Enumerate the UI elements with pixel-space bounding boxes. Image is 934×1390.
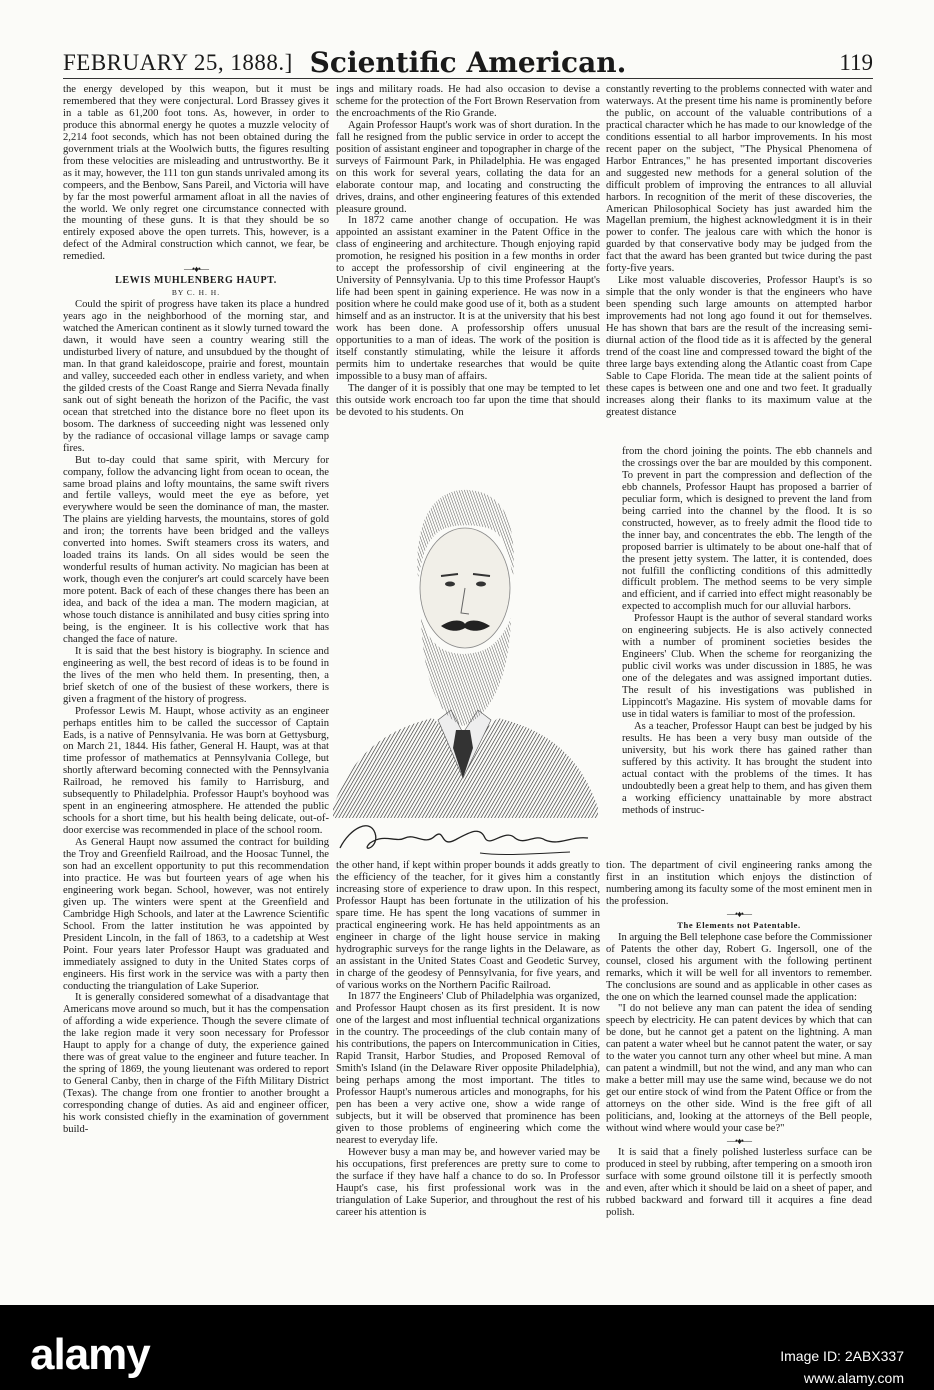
masthead-title: Scientific American.: [309, 46, 627, 79]
paragraph: from the chord joining the points. The ebb channels and the crossings over the bar are moulded by this component. To prevent in part the compression and deflection of the ebb channels, Professor Haupt has proposed a barrier of peculiar form, which is designed to prevent the land from being carried into the channel by the flood. It is so constructed, however, as to freely admit the flood tide to the inner bay, and concentrates the ebb. The length of the proposed barrier is ultimately to be about one-half that of the present jetty system. The latter, it is contended, does not fulfill the conflicting conditions of this admittedly difficult problem. The method seems to be very simple and efficient, and if carried into effect might reasonably be expected to accomplish much for our alluvial harbors.: [622, 446, 872, 613]
paragraph: tion. The department of civil engineering ranks among the first in an institution which enjoys the distinction of numbering among its faculty some of the most eminent men in the profession.: [606, 860, 872, 907]
column-2-top: [336, 84, 600, 446]
paragraph: "I do not believe any man can patent the idea of sending speech by electricity. He can patent devices by which that can be done, but he cannot get a patent on the lightning. A man can patent a water wheel but he cannot patent the water, or say to the water you cannot turn any other wheel but mine. A man can patent a windmill, but not the wind, and any man who can make a better mill may use the same wind, because we do not get our entire stock of wind from the Patent Office or from the attorneys on the other side. Wind is the free gift of all politicians, and, looking at the attorneys of the Bell people, without wind where would your case be?": [606, 1003, 872, 1135]
issue-date: FEBRUARY 25, 1888.]: [63, 50, 293, 75]
stock-url: www.alamy.com: [803, 1370, 904, 1386]
paragraph: It is said that the best history is biography. In science and engineering as well, the best record of ideas is to be found in the lives of the men who held them. In presenting, then, a brief sketch of one of the busiest of these workers, there is given a fragment of the history of progress.: [63, 645, 329, 705]
paragraph: the other hand, if kept within proper bounds it adds greatly to the efficiency of the teacher, for it gives him a constantly increasing store of experience to draw upon. In this respect, Professor Haupt has been fortunate in the utilization of his spare time. He has spent the long vacations of summer in practical engineering work. He has held appointments as an engineer in charge of the light house service in making hydrographic surveys for the range lights in the Delaware, as an assistant in the United States Coast and Geodetic Survey, in charge of the geodesy of Pennsylvania, for five years, and of various works on the Northern Pacific Railroad.: [336, 860, 600, 991]
image-id: Image ID: 2ABX337: [780, 1348, 904, 1364]
paragraph: It is generally considered somewhat of a disadvantage that Americans move around so much, but it has the compensation of affording a wide experience. Though the severe climate of the lake region made it very soon necessary for Professor Haupt to apply for a change of duty, the experience gained there was of great value to the engineer and future teacher. In the spring of 1869, the young lieutenant was ordered to report to General Canby, then in charge of the Fifth Military District (Texas). The change from one frontier to another brought a corresponding change of duties. As aid and engineer officer, his work consisted chiefly in the examination of government build-: [63, 992, 329, 1135]
ornament-divider: —•♦•—: [727, 1135, 751, 1146]
paragraph: As General Haupt now assumed the contract for building the Troy and Greenfield Railroad, and the Hoosac Tunnel, the son had an excellent opportunity to put this recommendation into practice. He was but fourteen years of age when his engineering work began. School, however, was not entirely given up. The winters were spent at the Greenfield and Cambridge High Schools, and later at the Lawrence Scientific School. From the latter institution he was appointed by President Lincoln, in the fall of 1863, to a cadetship at West Point. Four years later Professor Haupt was graduated and immediately assigned to duty in the United States corps of engineers. His first work in the service was with a party then conducting the triangulation of Lake Superior.: [63, 837, 329, 992]
paragraph: constantly reverting to the problems connected with water and waterways. At the present time his name is prominently before the public, on account of the valuable contributions of a practical character which he has made to our knowledge of the conditions essential to all harbor improvements. In his most recent paper on the subject, "The Physical Phenomena of Harbor Entrances," he has presented important discoveries and suggested new methods for a general solution of the difficult problem of improving the entrances to all alluvial harbors. In recognition of the merit of these discoveries, the American Philosophical Society has just awarded him the Magellan premium, the highest acknowledgment it is in their power to confer. The jealous care with which the honor is guarded by that conservative body may be judged from the fact that the award has been granted but twice during the past forty-five years.: [606, 84, 872, 275]
paragraph: Professor Lewis M. Haupt, whose activity as an engineer perhaps entitles him to be called the successor of Captain Eads, is a native of Pennsylvania. He was born at Gettysburg, on March 21, 1844. His father, General H. Haupt, was at that time professor of mathematics at Pennsylvania College, but shortly afterward becoming connected with the Pennsylvania Railroad, he removed his family to Harrisburg, and subsequently to Philadelphia. Professor Haupt's boyhood was spent in an engineering atmosphere. He attended the public schools for a short time, but his health being delicate, out-of-door exercise was recommended in place of the school room.: [63, 705, 329, 837]
paragraph: But to-day could that same spirit, with Mercury for company, follow the advancing light from ocean to ocean, the same broad plains and lofty mountains, the same swift rivers and fertile valleys, would meet the eye as before, yet everywhere would be seen the dominance of man, the master. The plains are yielding harvests, the mountains, stores of gold and iron; the torrents have been bridged and the valleys converted into homes. Swift steamers cross its waters, and loaded trains its lands. On all sides would be seen the wonderful results of human activity. No magician has been at work, though even the conjurer's art could scarcely have been more potent. Back of each of these changes there has been an idea, and back of the idea a man. The modern magician, at whose touch distance is annihilated and busy cities spring into being, is the engineer. It is his collective work that has changed the face of nature.: [63, 454, 329, 645]
column-3-bottom: [606, 860, 872, 1272]
column-1: [63, 84, 329, 1274]
article-heading: LEWIS MUHLENBERG HAUPT.: [115, 275, 277, 287]
paragraph: In 1877 the Engineers' Club of Philadelphia was organized, and Professor Haupt chosen as its first president. It is now one of the largest and most influential technical organizations in the country. The proceedings of the club contain many of his contributions, the papers on Intercommunication in Cities, Rapid Transit, Harbor Studies, and Proposed Removal of Smith's Island (in the Delaware River opposite Philadelphia), being perhaps among the most important. The titles to Professor Haupt's numerous articles and monographs, for his pen has been a very active one, show a wide range of subjects, but it will be observed that prominence has been given to those problems of engineering which come the nearest to everyday life.: [336, 991, 600, 1146]
paragraph: It is said that a finely polished lusterless surface can be produced in steel by rubbing, after tempering on a smooth iron surface with some ground oilstone till it is perfectly smooth and even, after which it should be laid on a sheet of paper, and rubbed backward and forward till it acquires a fine dead polish.: [606, 1146, 872, 1218]
page-number: 119: [839, 50, 873, 75]
left-eye: [445, 582, 455, 587]
paragraph: In arguing the Bell telephone case before the Commissioner of Patents the other day, Robert G. Ingersoll, one of the counsel, closed his argument with the following pertinent remarks, which it will be well for all inventors to remember. The conclusions are sound and as applicable in other cases as the one on which the learned counsel made the application:: [606, 931, 872, 1003]
paragraph: ings and military roads. He had also occasion to devise a scheme for the protection of the Fort Brown Reservation from the encroachments of the Rio Grande.: [336, 84, 600, 119]
column-2-bottom: [336, 860, 600, 1272]
paragraph: As a teacher, Professor Haupt can best be judged by his results. He has been a very busy man outside of the university, but his work there has gained rather than suffered by this activity. It has brought the student into actual contact with the problems of the times. It has undoubtedly been a great help to them, and has given them a working efficiency unattainable by more abstract methods of instruc-: [622, 720, 872, 816]
portrait-engraving: [313, 448, 616, 860]
stock-logo: alamy: [30, 1330, 150, 1379]
paragraph: In 1872 came another change of occupation. He was appointed an assistant examiner in the Patent Office in the class of engineering and architecture. Though enjoying rapid promotion, he resigned his position in a few months in order to accept the professorship of civil engineering at the University of Pennsylvania. Up to this time Professor Haupt's life had been spent in gaining experience. He was now in a position where he could make good use of it, both as a student himself and as an instructor. It is at the university that his best work has been done. A professorship offers unusual opportunities to a man of ideas. The work of the position is itself constantly stimulating, while the leisure it affords permits him to undertake researches that would be quite impossible to a busy man of affairs.: [336, 215, 600, 382]
paragraph: Like most valuable discoveries, Professor Haupt's is so simple that the only wonder is that the engineers who have been spending such large amounts on attempted harbor improvements had not long ago found it out for themselves. He has shown that bars are the result of the increasing semi-diurnal action of the flood tide as it is affected by the general trend of the coast line and compressed toward the bight of the three large bays extending along the Atlantic coast from Cape Sable to Cape Florida. The mean tide at the salient points of these capes is between one and one and two feet. It gradually increases along their flanks to its maximum value at the greatest distance: [606, 275, 872, 418]
paragraph: Could the spirit of progress have taken its place a hundred years ago in the neighborhood of the morning star, and watched the American continent as it slowly turned toward the dawn, it would have seen a country wearing still the undisturbed livery of nature, and unsubdued by the thought of man. In that grand kaleidoscope, prairie and forest, mountain and valley, succeeded each other in endless variety, and when the gilded crests of the Coast Range and Sierra Nevada finally sank out of sight beneath the horizon of the Pacific, the vast ocean that stretched into the distance bore no fleet upon its bosom. The darkness of succeeding night was lessened only by the radiance of occasional village lamps or savage camp fires.: [63, 299, 329, 454]
paragraph: Again Professor Haupt's work was of short duration. In the fall he resigned from the public service in order to accept the position of assistant engineer and topographer in charge of the surveys of Fairmount Park, in Philadelphia. He was engaged on this work for several years, collating the data for an elaborate contour map, and locating and constructing the drives, drains, and other engineering features of this extended pleasure ground.: [336, 119, 600, 215]
paragraph: The danger of it is possibly that one may be tempted to let this outside work encroach too far upon the time that should be devoted to his students. On: [336, 382, 600, 418]
paragraph: the energy developed by this weapon, but it must be remembered that they were conjectural. Lord Brassey gives it in a table as 61,200 foot tons. As, however, in order to produce this abnormal energy he quotes a muzzle velocity of 2,214 foot seconds, which has not been obtained during the government trials at the Woolwich butts, the figures resulting from these velocities are misleading and untrustworthy. Be it as it may, however, the 111 ton gun stands unrivaled among its compeers, and the Benbow, Sans Pareil, and Victoria will have by far the most powerful armament afloat in all the navies of the world. We only regret one circumstance connected with the mounting of these guns. It is that they should be so entirely exposed above the open turrets. This, however, is a defect of the Admiral construction which cannot, we fear, be remedied.: [63, 84, 329, 263]
ornament-divider: —•♦•—: [727, 908, 751, 919]
svg-text:Lewis M Haupt: Lewis M Haupt: [461, 822, 469, 823]
article-byline: BY C. H. H.: [171, 288, 221, 298]
right-eye: [476, 582, 486, 587]
paragraph: However busy a man may be, and however varied may be his occupations, first preferences are pretty sure to come to the surface if they have half a chance to do so. In Professor Haupt's case, his first professional work was in the triangulation of Lake Superior, and throughout the rest of his career his attention is: [336, 1146, 600, 1218]
stock-image-info: [780, 1345, 904, 1389]
header-rule: [63, 78, 873, 79]
article-heading: The Elements not Patentable.: [677, 919, 801, 930]
paragraph: Professor Haupt is the author of several standard works on engineering subjects. He is also actively connected with a number of prominent societies besides the Engineers' Club. When the scheme for reorganizing the public civil works was under discussion in 1885, he was one of the delegates and was assigned important duties. The result of his investigations was published in Lippincott's Magazine. His system of movable dams for use in tidal waters is familiar to most of the profession.: [622, 613, 872, 720]
signature: [330, 808, 600, 863]
column-3-top: [606, 84, 872, 446]
column-3-narrow: [622, 446, 872, 860]
ornament-divider: —•♦•—: [184, 264, 208, 275]
